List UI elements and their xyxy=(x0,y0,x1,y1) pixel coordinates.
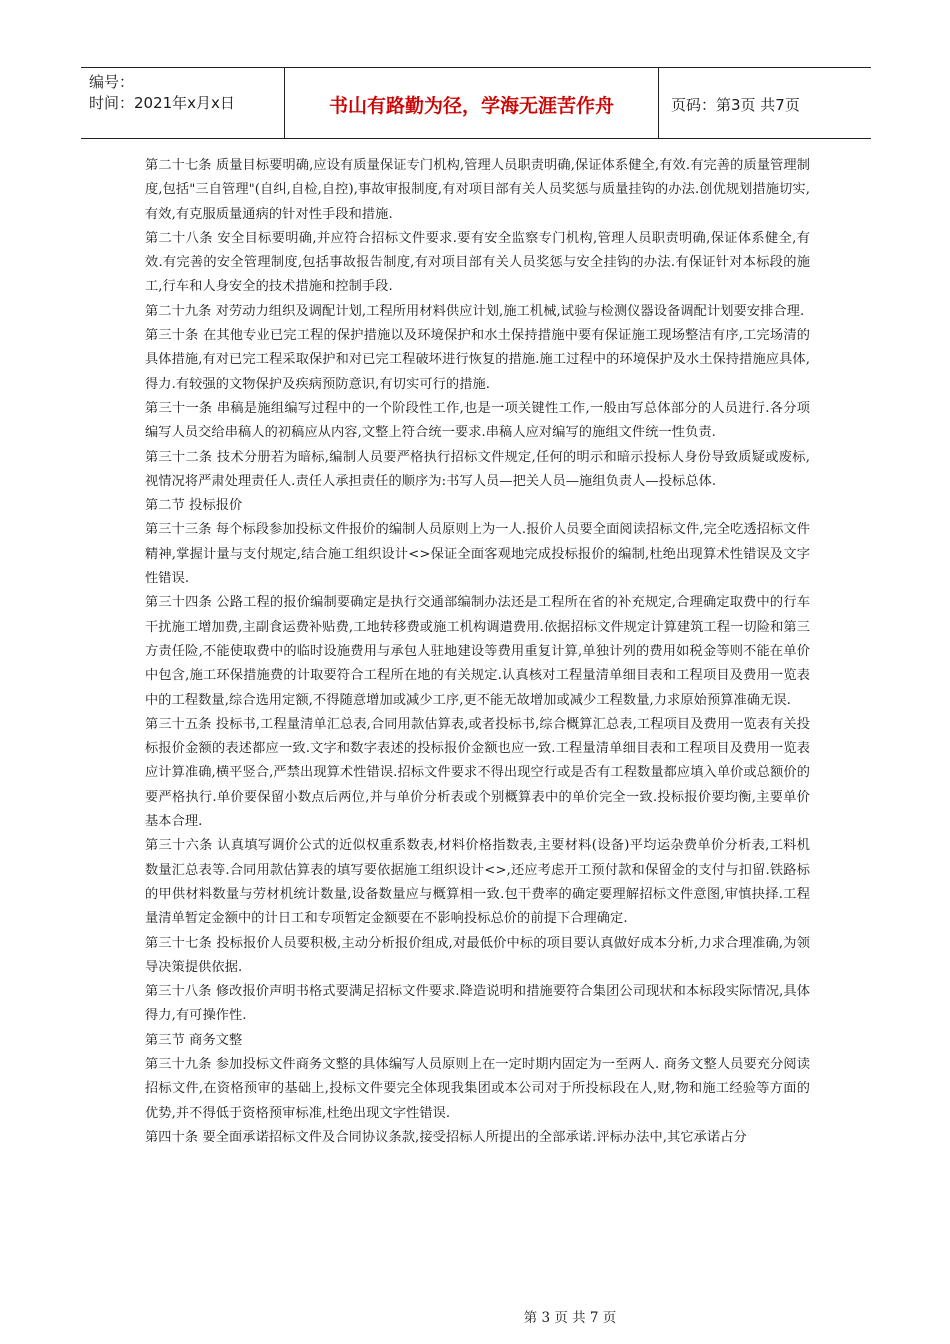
document-body xyxy=(145,154,810,1150)
footer-page-number: 第 3 页 共 7 页 xyxy=(523,1310,617,1326)
paragraph: 第三节 商务文整 xyxy=(145,1032,243,1048)
paragraph: 第三十五条 投标书,工程量清单汇总表,合同用款估算表,或者投标书,综合概算汇总表,工程项目及费用一览表有关投标报价金额的表述都应一致.文字和数字表述的投标报价金额也应一致.工程量清单细目表和工程项目及费用一览表应计算准确,横平竖合,严禁出现算术性错误.招标文件要求不得出现空行或是否有工程数量都应填入单价或总额价的要严格执行.单价要保留小数点后两位,并与单价分析表或个别概算表中的单价完全一致.投标报价要均衡,主要单价基本合理. xyxy=(145,716,810,830)
header-meta xyxy=(81,68,285,138)
paragraph: 第三十八条 修改报价声明书格式要满足招标文件要求.降造说明和措施要符合集团公司现状和本标段实际情况,具体得力,有可操作性. xyxy=(145,984,810,1024)
paragraph: 第二十八条 安全目标要明确,并应符合招标文件要求.要有安全监察专门机构,管理人员职责明确,保证体系健全,有效.有完善的安全管理制度,包括事故报告制度,有对项目部有关人员奖惩与安全挂钩的办法.有保证针对本标段的施工,行车和人身安全的技术措施和控制手段. xyxy=(145,230,810,295)
paragraph: 第三十三条 每个标段参加投标文件报价的编制人员原则上为一人.报价人员要全面阅读招标文件,完全吃透招标文件精神,掌握计量与支付规定,结合施工组织设计<>保证全面客观地完成投标报价的编制,杜绝出现算术性错误及文字性错误. xyxy=(145,522,810,587)
paragraph: 第二十七条 质量目标要明确,应设有质量保证专门机构,管理人员职责明确,保证体系健全,有效.有完善的质量管理制度,包括"三自管理"(自纠,自检,自控),事故审报制度,有对项目部有关人员奖惩与质量挂钩的办法.创优规划措施切实,有效,有克服质量通病的针对性手段和措施. xyxy=(145,158,810,222)
paragraph: 第三十九条 参加投标文件商务文整的具体编写人员原则上在一定时期内固定为一至两人. 商务文整人员要充分阅读招标文件,在资格预审的基础上,投标文件要完全体现我集团或本公司对于所投标段在人,财,物和施工经验等方面的优势,并不得低于资格预审标准,杜绝出现文字性错误. xyxy=(145,1056,810,1121)
paragraph: 第四十条 要全面承诺招标文件及合同协议条款,接受招标人所提出的全部承诺.评标办法中,其它承诺占分 xyxy=(145,1129,747,1145)
paragraph: 第二节 投标报价 xyxy=(145,498,243,514)
paragraph: 第二十九条 对劳动力组织及调配计划,工程所用材料供应计划,施工机械,试验与检测仪器设备调配计划要安排合理. xyxy=(145,303,805,319)
paragraph: 第三十四条 公路工程的报价编制要确定是执行交通部编制办法还是工程所在省的补充规定,合理确定取费中的行车干扰施工增加费,主副食运费补贴费,工地转移费或施工机构调遣费用.依据招标文件规定计算建筑工程一切险和第三方责任险,不能使取费中的临时设施费用与承包人驻地建设等费用重复计算,单独计列的费用如税金等则不能在单价中包含,施工环保措施费的计取要符合工程所在地的有关规定.认真核对工程量清单细目表和工程项目及费用一览表中的工程数量,综合选用定额,不得随意增加或减少工序,更不能无故增加或减少工程数量,力求原始预算准确无误. xyxy=(145,595,810,708)
paragraph: 第三十二条 技术分册若为暗标,编制人员要严格执行招标文件规定,任何的明示和暗示投标人身份导致质疑或废标,视情况将严肃处理责任人.责任人承担责任的顺序为:书写人员—把关人员—施组负责人—投标总体. xyxy=(145,449,810,489)
paragraph: 第三十七条 投标报价人员要积极,主动分析报价组成,对最低价中标的项目要认真做好成本分析,力求合理准确,为领导决策提供依据. xyxy=(145,935,810,975)
header-motto: 书山有路勤为径，学海无涯苦作舟 xyxy=(285,68,659,138)
document-number-label: 编号： xyxy=(89,73,135,91)
page-footer xyxy=(0,1306,950,1326)
page-header xyxy=(81,67,871,139)
paragraph: 第三十条 在其他专业已完工程的保护措施以及环境保护和水土保持措施中要有保证施工现场整洁有序,工完场清的具体措施,有对已完工程采取保护和对已完工程破坏进行恢复的措施.施工过程中的环境保护及水土保持措施应具体,得力.有较强的文物保护及疾病预防意识,有切实可行的措施. xyxy=(145,328,810,392)
document-date: 时间：2021年x月x日 xyxy=(89,94,235,112)
paragraph: 第三十一条 串稿是施组编写过程中的一个阶段性工作,也是一项关键性工作,一般由写总体部分的人员进行.各分项编写人员交给串稿人的初稿应从内容,文整上符合统一要求.串稿人应对编写的施组文件统一性负责. xyxy=(145,400,810,441)
header-page-info: 页码：第3页 共7页 xyxy=(671,95,800,114)
paragraph: 第三十六条 认真填写调价公式的近似权重系数表,材料价格指数表,主要材料(设备)平均运杂费单价分析表,工料机数量汇总表等.合同用款估算表的填写要依据施工组织设计<>,还应考虑开工预付款和保留金的支付与扣留.铁路标的甲供材料数量与劳材机统计数量,设备数量应与概算相一致.包干费率的确定要理解招标文件意图,审慎抉择.工程量清单暂定金额中的计日工和专项暂定金额要在不影响投标总价的前提下合理确定. xyxy=(145,838,810,927)
